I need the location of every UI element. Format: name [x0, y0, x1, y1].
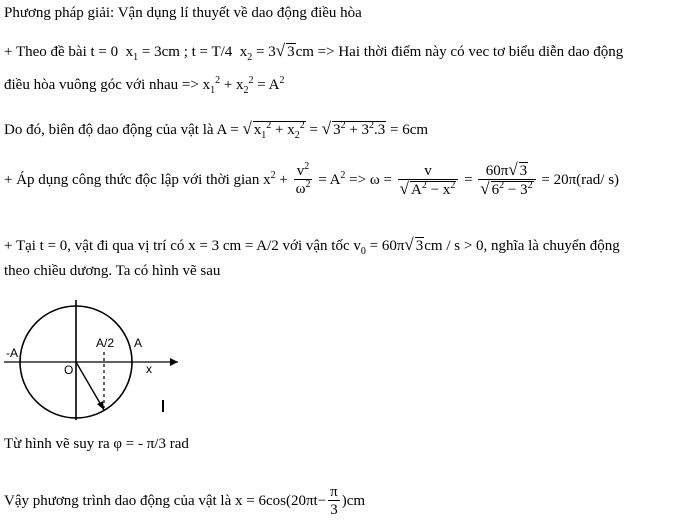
step1-lead: + Theo đề bài	[4, 44, 87, 60]
step4-line2: theo chiều dương. Ta có hình vẽ sau	[4, 263, 221, 279]
label-x: x	[146, 362, 152, 376]
label-neg-a: -A	[6, 346, 18, 360]
step4-line1	[4, 236, 620, 255]
step5-line: Từ hình vẽ suy ra φ = - π/3 rad	[4, 436, 189, 452]
step1-sep: ; t = T/4	[179, 44, 233, 60]
x-axis-arrow-icon	[170, 358, 178, 366]
step4-v0: $v_0 = 60\pi√$ 3cm / s > 0	[349, 235, 484, 257]
step4-text-b: , nghĩa là chuyển động	[483, 238, 620, 254]
step1-line2-text: điều hòa vuông góc với nhau =>	[4, 77, 199, 93]
step1-x2: $x_2 = 3√$ 3cm => Hai thời điểm này có vec tơ biểu diễn dao động	[239, 41, 624, 63]
step3-text: + Áp dụng công thức độc lập với thời gian	[4, 171, 260, 188]
label-o: O	[64, 363, 74, 377]
label-half-a: A/2	[96, 336, 115, 350]
phase-vector-arrow-icon	[97, 401, 104, 410]
step1-t0: t = 0	[90, 44, 119, 60]
step1-x1: $x_1 = 3cm$	[125, 44, 180, 63]
heading: Phương pháp giải: Vận dụng lí thuyết về dao động điều hòa	[4, 5, 362, 21]
step6-line	[4, 484, 365, 519]
step2-line	[4, 120, 428, 139]
step3-line	[4, 162, 619, 199]
label-a: A	[134, 336, 143, 350]
step6-text: Vậy phương trình dao động của vật là	[4, 492, 232, 509]
step4-text-a: + Tại t = 0, vật đi qua vị trí có x = 3 cm = A/2 với vận tốc	[4, 238, 350, 254]
cursor-mark	[162, 400, 164, 412]
step1-line1	[4, 42, 623, 61]
step2-equation: A = √ $x_1^2 + x_2^2$ = √ $3^2 + 3^2.3 = 6cm$	[216, 119, 429, 141]
step6-equation: x = 6cos(20πt− $\frac{\pi}{3}$ )cm	[231, 484, 366, 518]
step1-equation: $x_1^2 + x_2^2 = A^2$	[202, 75, 285, 96]
circle-diagram	[0, 290, 200, 420]
step2-text: Do đó, biên độ dao động của vật là	[4, 122, 214, 138]
step1-line2	[4, 76, 285, 94]
step3-equation: $x^2$ + $\frac{v^2}{\omega^2}$ = $A^2 => \omega$ = $\frac{v}{√ A^2 - x^2}$ = $\frac{60\pi√ 3}{√ 6^2 - 3^2}$ = 20π(rad/ s)	[263, 160, 620, 198]
